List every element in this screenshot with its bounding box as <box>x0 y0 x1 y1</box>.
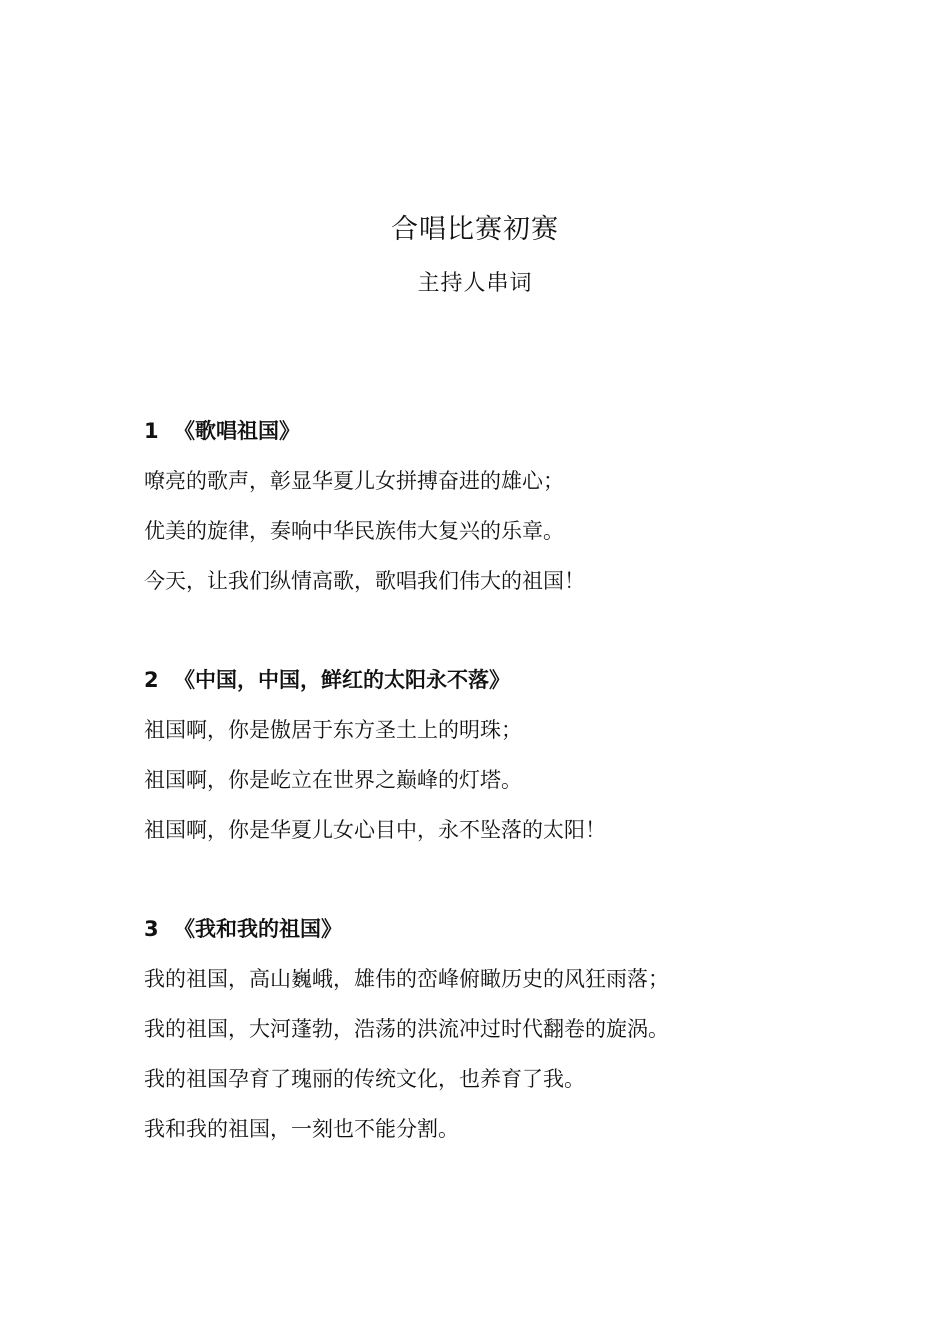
section-3 <box>144 916 824 1166</box>
section-number: 3 <box>144 917 159 941</box>
section-heading <box>144 418 824 444</box>
section-heading <box>144 667 824 693</box>
verse-line: 我的祖国孕育了瑰丽的传统文化，也养育了我。 <box>144 1067 585 1091</box>
section-number: 1 <box>144 419 159 443</box>
section-1 <box>144 418 824 618</box>
section-number: 2 <box>144 668 159 692</box>
verse-line: 祖国啊，你是傲居于东方圣土上的明珠； <box>144 718 522 742</box>
section-heading <box>144 916 824 942</box>
verse-line: 优美的旋律，奏响中华民族伟大复兴的乐章。 <box>144 519 564 543</box>
verse-line: 今天，让我们纵情高歌，歌唱我们伟大的祖国！ <box>144 569 585 593</box>
verse-line: 我和我的祖国，一刻也不能分割。 <box>144 1117 459 1141</box>
verse-line: 祖国啊，你是华夏儿女心目中，永不坠落的太阳！ <box>144 818 606 842</box>
verse-line: 我的祖国，高山巍峨，雄伟的峦峰俯瞰历史的风狂雨落； <box>144 967 669 991</box>
section-2 <box>144 667 824 867</box>
song-title: 《歌唱祖国》 <box>174 419 300 443</box>
verse-line: 嘹亮的歌声，彰显华夏儿女拼搏奋进的雄心； <box>144 469 564 493</box>
verse-line: 我的祖国，大河蓬勃，浩荡的洪流冲过时代翻卷的旋涡。 <box>144 1017 669 1041</box>
verse-line: 祖国啊，你是屹立在世界之巅峰的灯塔。 <box>144 768 522 792</box>
document-subtitle: 主持人串词 <box>417 271 533 296</box>
song-title: 《我和我的祖国》 <box>174 917 342 941</box>
song-title: 《中国，中国，鲜红的太阳永不落》 <box>174 668 510 692</box>
document-title: 合唱比赛初赛 <box>391 214 559 245</box>
